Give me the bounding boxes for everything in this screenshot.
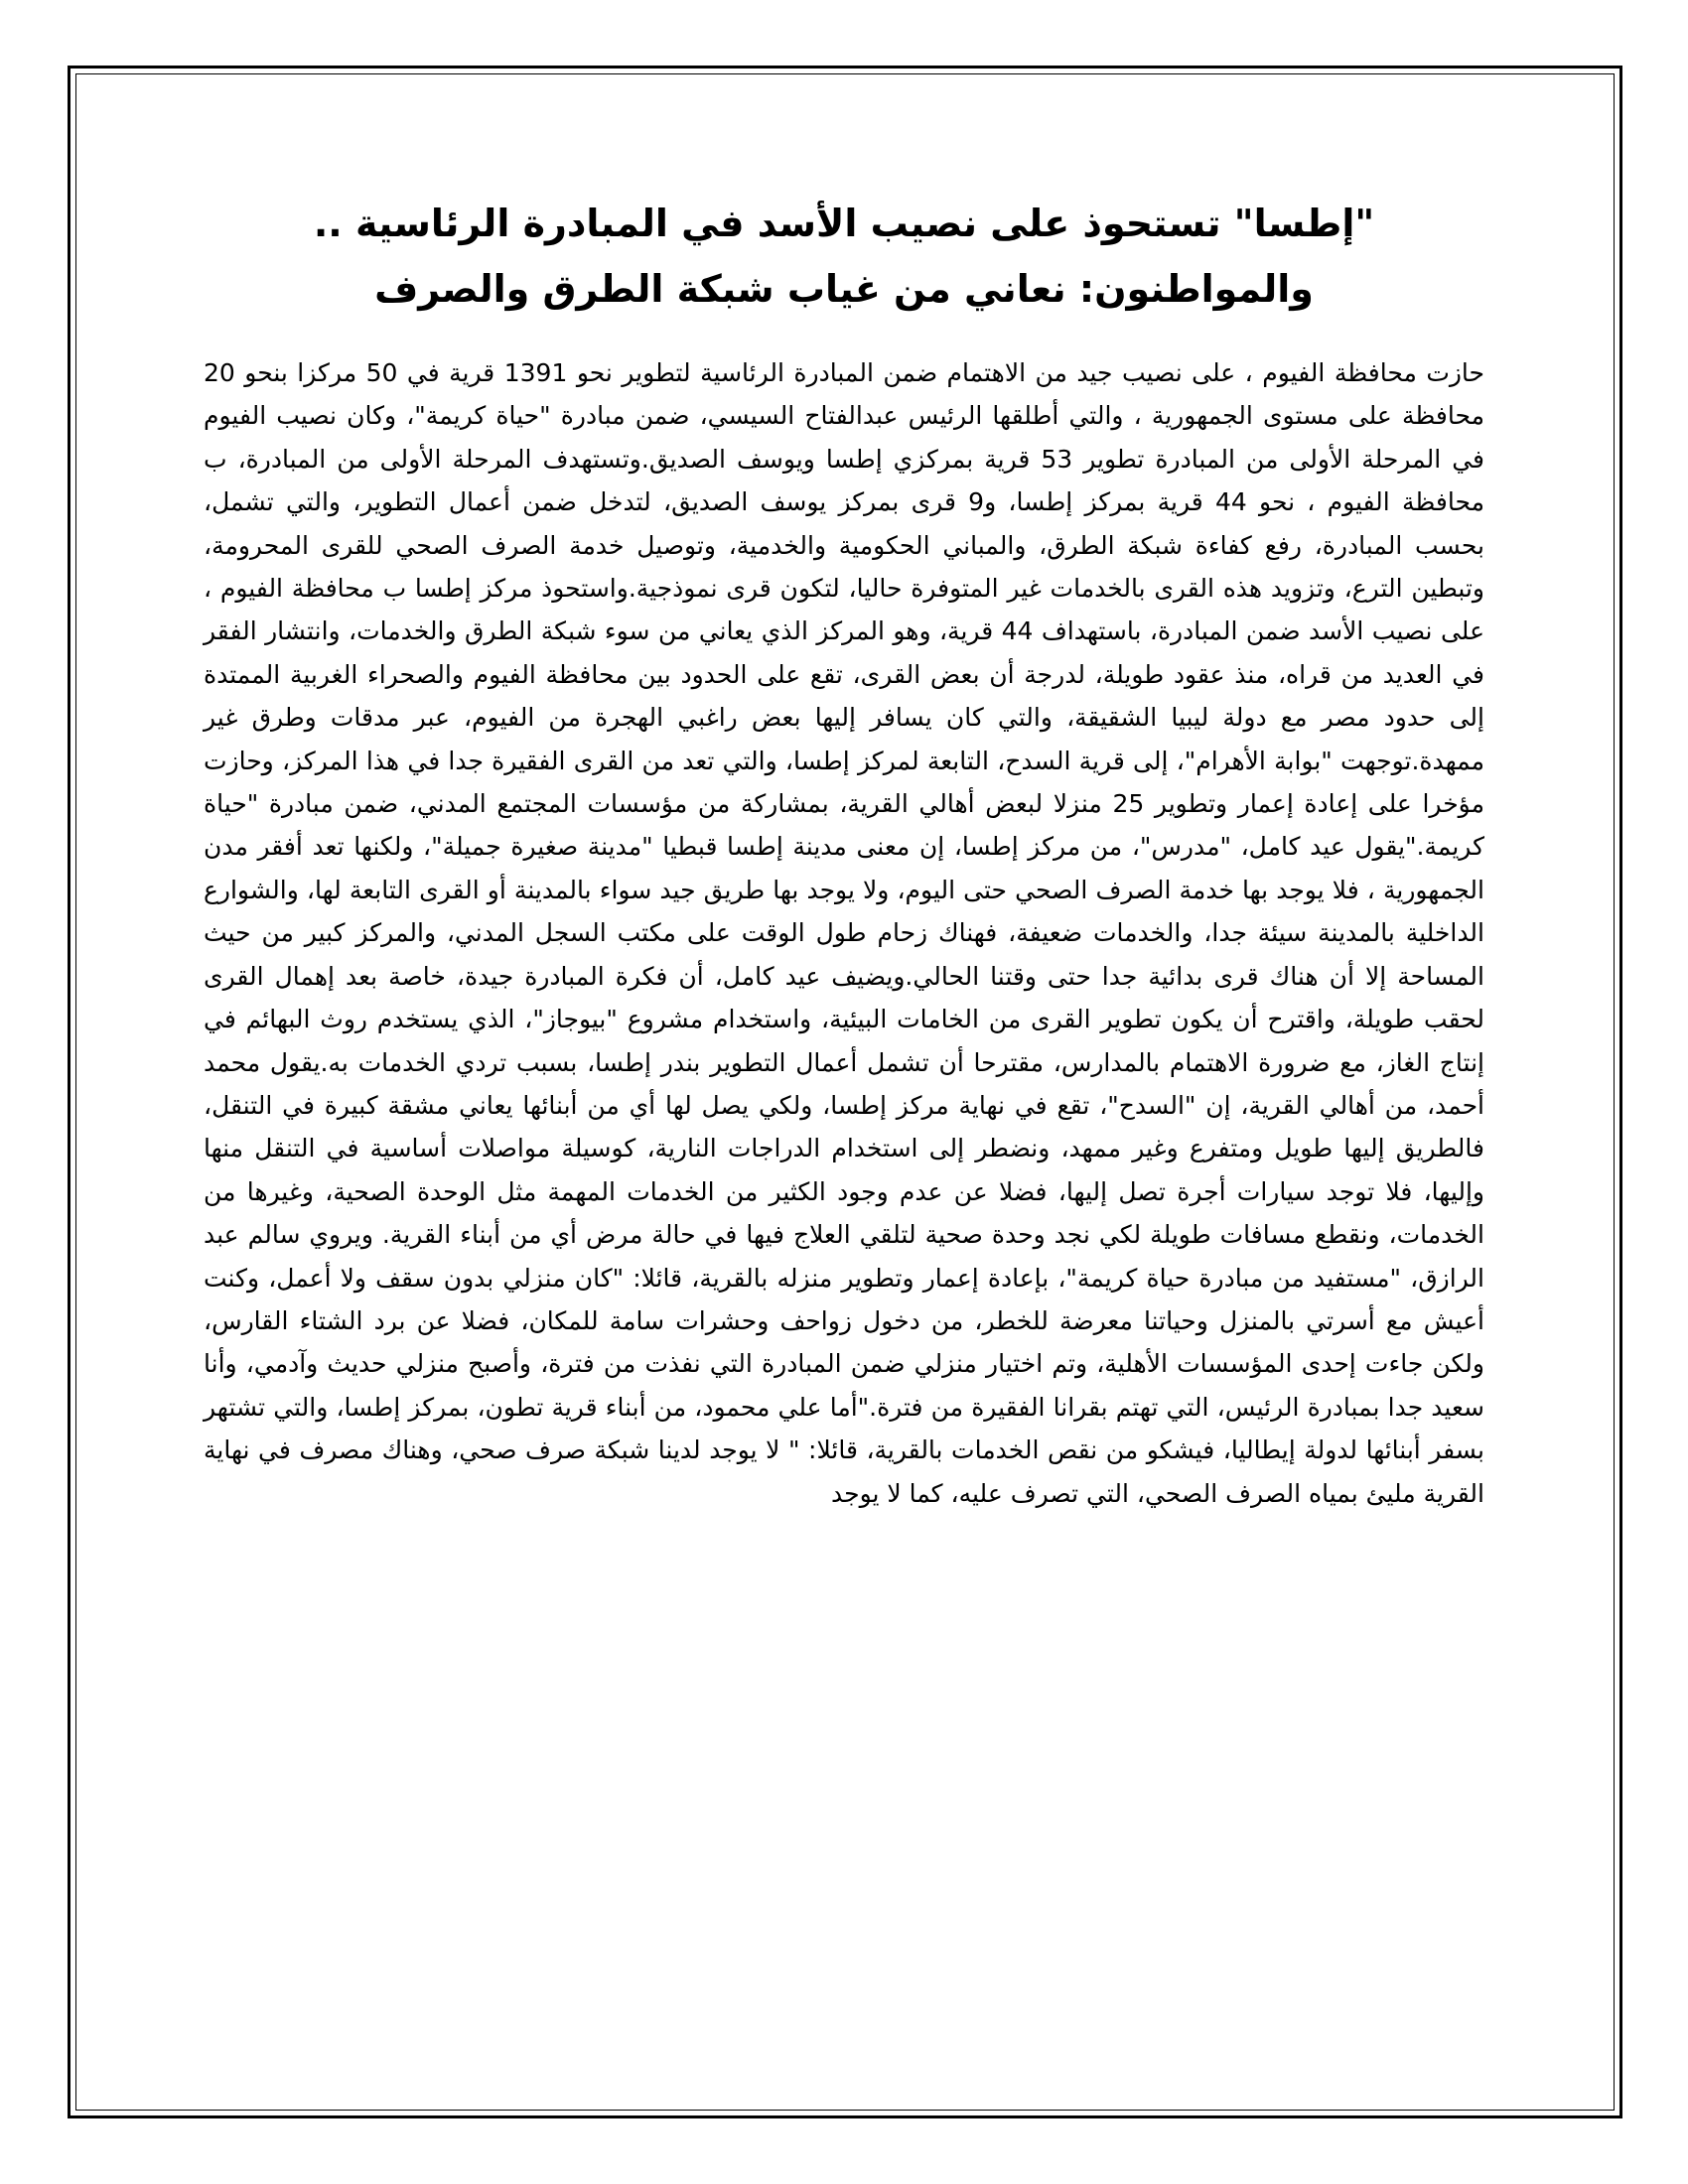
article-body: حازت محافظة الفيوم ، على نصيب جيد من الاهتمام ضمن المبادرة الرئاسية لتطوير نحو 1391 قرية في 50 مركزا بنحو 20 محافظة على مستوى الجمهورية ، والتي أطلقها الرئيس عبدالفتاح السيسي، ضمن مبادرة "حياة كريمة"، وكان نصيب الفيوم في المرحلة الأولى من المبادرة تطوير 53 قرية بمركزي إطسا ويوسف الصديق.وتستهدف المرحلة الأولى من المبادرة، ب محافظة الفيوم ، نحو 44 قرية بمركز إطسا، و9 قرى بمركز يوسف الصديق، لتدخل ضمن أعمال التطوير، والتي تشمل، بحسب المبادرة، رفع كفاءة شبكة الطرق، والمباني الحكومية والخدمية، وتوصيل خدمة الصرف الصحي للقرى المحرومة، وتبطين الترع، وتزويد هذه القرى بالخدمات غير المتوفرة حاليا، لتكون قرى نموذجية.واستحوذ مركز إطسا ب محافظة الفيوم ، على نصيب الأسد ضمن المبادرة، باستهداف 44 قرية، وهو المركز الذي يعاني من سوء شبكة الطرق والخدمات، وانتشار الفقر في العديد من قراه، منذ عقود طويلة، لدرجة أن بعض القرى، تقع على الحدود بين محافظة الفيوم والصحراء الغربية الممتدة إلى حدود مصر مع دولة ليبيا الشقيقة، والتي كان يسافر إليها بعض راغبي الهجرة من الفيوم، عبر مدقات وطرق غير ممهدة.توجهت "بوابة الأهرام"، إلى قرية السدح، التابعة لمركز إطسا، والتي تعد من القرى الفقيرة جدا في هذا المركز، وحازت مؤخرا على إعادة إعمار وتطوير 25 منزلا لبعض أهالي القرية، بمشاركة من مؤسسات المجتمع المدني، ضمن مبادرة "حياة كريمة."يقول عيد كامل، "مدرس"، من مركز إطسا، إن معنى مدينة إطسا قبطيا "مدينة صغيرة جميلة"، ولكنها تعد أفقر مدن الجمهورية ، فلا يوجد بها خدمة الصرف الصحي حتى اليوم، ولا يوجد بها طريق جيد سواء بالمدينة أو القرى التابعة لها، والشوارع الداخلية بالمدينة سيئة جدا، والخدمات ضعيفة، فهناك زحام طول الوقت على مكتب السجل المدني، والمركز كبير من حيث المساحة إلا أن هناك قرى بدائية جدا حتى وقتنا الحالي.ويضيف عيد كامل، أن فكرة المبادرة جيدة، خاصة بعد إهمال القرى لحقب طويلة، واقترح أن يكون تطوير القرى من الخامات البيئية، واستخدام مشروع "بيوجاز"، الذي يستخدم روث البهائم في إنتاج الغاز، مع ضرورة الاهتمام بالمدارس، مقترحا أن تشمل أعمال التطوير بندر إطسا، بسبب تردي الخدمات به.يقول محمد أحمد، من أهالي القرية، إن "السدح"، تقع في نهاية مركز إطسا، ولكي يصل لها أي من أبنائها يعاني مشقة كبيرة في التنقل، فالطريق إليها طويل ومتفرع وغير ممهد، ونضطر إلى استخدام الدراجات النارية، كوسيلة مواصلات أساسية في التنقل منها وإليها، فلا توجد سيارات أجرة تصل إليها، فضلا عن عدم وجود الكثير من الخدمات المهمة مثل الوحدة الصحية، وغيرها من الخدمات، ونقطع مسافات طويلة لكي نجد وحدة صحية لتلقي العلاج فيها في حالة مرض أي من أبناء القرية. ويروي سالم عبد الرازق، "مستفيد من مبادرة حياة كريمة"، بإعادة إعمار وتطوير منزله بالقرية، قائلا: "كان منزلي بدون سقف ولا أعمل، وكنت أعيش مع أسرتي بالمنزل وحياتنا معرضة للخطر، من دخول زواحف وحشرات سامة للمكان، فضلا عن برد الشتاء القارس، ولكن جاءت إحدى المؤسسات الأهلية، وتم اختيار منزلي ضمن المبادرة التي نفذت من فترة، وأصبح منزلي حديث وآدمي، وأنا سعيد جدا بمبادرة الرئيس، التي تهتم بقرانا الفقيرة من فترة."أما علي محمود، من أبناء قرية تطون، بمركز إطسا، والتي تشتهر بسفر أبنائها لدولة إيطاليا، فيشكو من نقص الخدمات بالقرية، قائلا: " لا يوجد لدينا شبكة صرف صحي، وهناك مصرف في نهاية القرية مليئ بمياه الصرف الصحي، التي تصرف عليه، كما لا يوجد [204,358,1484,1508]
article-title: "إطسا" تستحوذ على نصيب الأسد في المبادرة الرئاسية .. والمواطنون: نعاني من غياب شبكة الطرق والصرف [313,202,1375,311]
